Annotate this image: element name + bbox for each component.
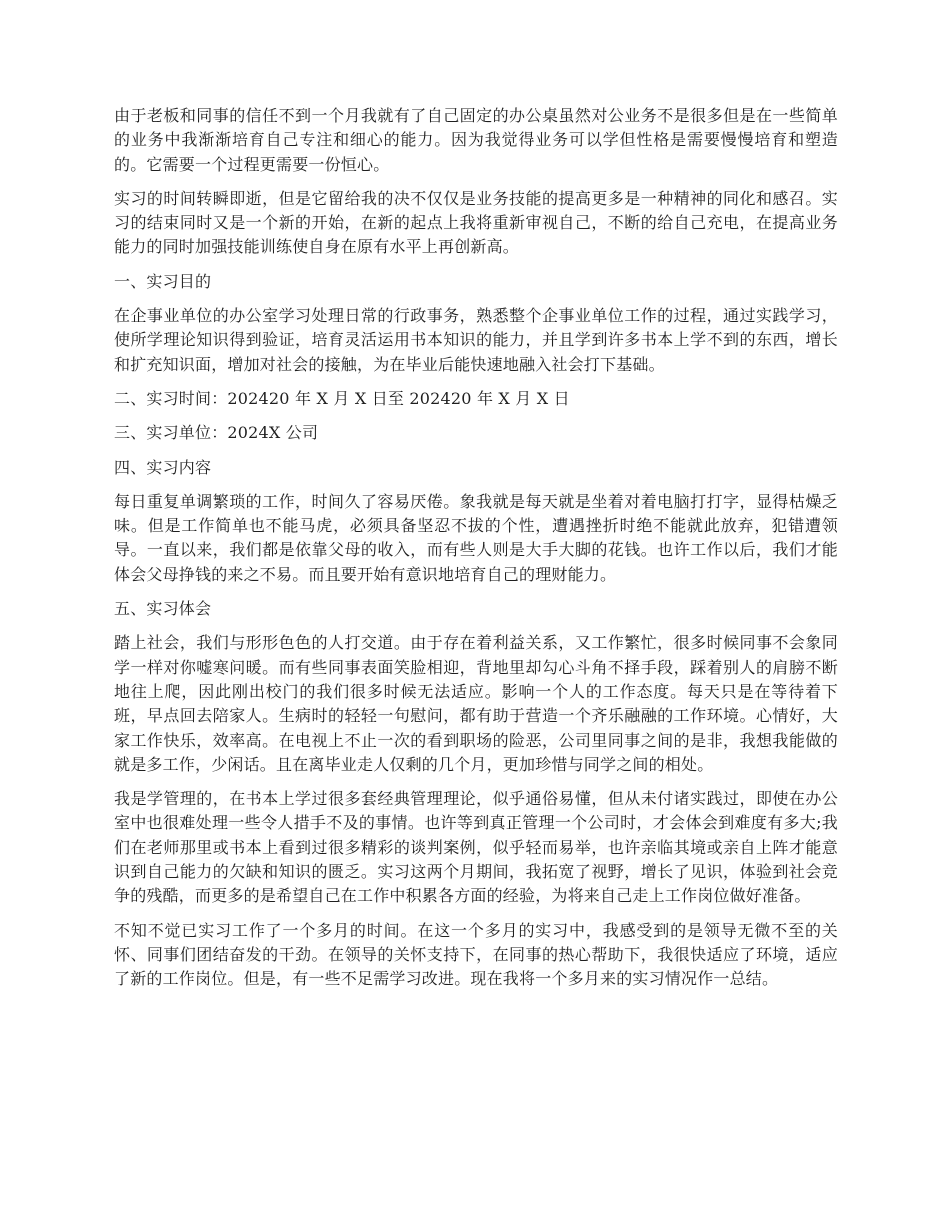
paragraph: 实习的时间转瞬即逝，但是它留给我的决不仅仅是业务技能的提高更多是一种精神的同化和感召。实习的结束同时又是一个新的开始，在新的起点上我将重新审视自己，不断的给自己充电，在提高业务能力的同时加强技能训练使自身在原有水平上再创新高。 bbox=[114, 188, 838, 257]
paragraph: 不知不觉已实习工作了一个多月的时间。在这一个多月的实习中，我感受到的是领导无微不至的关怀、同事们团结奋发的干劲。在领导的关怀支持下，在同事的热心帮助下，我很快适应了环境，适应了新的工作岗位。但是，有一些不足需学习改进。现在我将一个多月来的实习情况作一总结。 bbox=[114, 920, 838, 989]
section-heading-time: 二、实习时间：202420 年 X 月 X 日至 202420 年 X 月 X 日 bbox=[114, 388, 570, 408]
section-heading-experience: 五、实习体会 bbox=[114, 599, 212, 619]
section-heading-content: 四、实习内容 bbox=[114, 457, 212, 477]
paragraph: 我是学管理的，在书本上学过很多套经典管理理论，似乎通俗易懂，但从未付诸实践过，即使在办公室中也很难处理一些令人措手不及的事情。也许等到真正管理一个公司时，才会体会到难度有多大;我们在老师那里或书本上看到过很多精彩的谈判案例，似乎轻而易举，也许亲临其境或亲自上阵才能意识到自己能力的欠缺和知识的匮乏。实习这两个月期间，我拓宽了视野，增长了见识，体验到社会竞争的残酷，而更多的是希望自己在工作中积累各方面的经验，为将来自己走上工作岗位做好准备。 bbox=[114, 789, 838, 906]
paragraph: 踏上社会，我们与形形色色的人打交道。由于存在着利益关系，又工作繁忙，很多时候同事不会象同学一样对你嘘寒问暖。而有些同事表面笑脸相迎，背地里却勾心斗角不择手段，踩着别人的肩膀不断地往上爬，因此刚出校门的我们很多时候无法适应。影响一个人的工作态度。每天只是在等待着下班，早点回去陪家人。生病时的轻轻一句慰问，都有助于营造一个齐乐融融的工作环境。心情好，大家工作快乐，效率高。在电视上不止一次的看到职场的险恶，公司里同事之间的是非，我想我能做的就是多工作，少闲话。且在离毕业走人仅剩的几个月，更加珍惜与同学之间的相处。 bbox=[114, 633, 838, 774]
paragraph: 由于老板和同事的信任不到一个月我就有了自己固定的办公桌虽然对公业务不是很多但是在一些简单的业务中我渐渐培育自己专注和细心的能力。因为我觉得业务可以学但性格是需要慢慢培育和塑造的。它需要一个过程更需要一份恒心。 bbox=[114, 106, 838, 174]
paragraph: 在企事业单位的办公室学习处理日常的行政事务，熟悉整个企事业单位工作的过程，通过实践学习，使所学理论知识得到验证，培育灵活运用书本知识的能力，并且学到许多书本上学不到的东西，增长和扩充知识面，增加对社会的接触，为在毕业后能快速地融入社会打下基础。 bbox=[114, 306, 838, 374]
document-body bbox=[114, 104, 838, 1002]
section-heading-purpose: 一、实习目的 bbox=[114, 271, 212, 291]
paragraph: 每日重复单调繁琐的工作，时间久了容易厌倦。象我就是每天就是坐着对着电脑打打字，显得枯燥乏味。但是工作简单也不能马虎，必须具备坚忍不拔的个性，遭遇挫折时绝不能就此放弃，犯错遭领导。一直以来，我们都是依靠父母的收入，而有些人则是大手大脚的花钱。也许工作以后，我们才能体会父母挣钱的来之不易。而且要开始有意识地培育自己的理财能力。 bbox=[114, 491, 838, 584]
section-heading-unit: 三、实习单位：2024X 公司 bbox=[114, 423, 319, 443]
